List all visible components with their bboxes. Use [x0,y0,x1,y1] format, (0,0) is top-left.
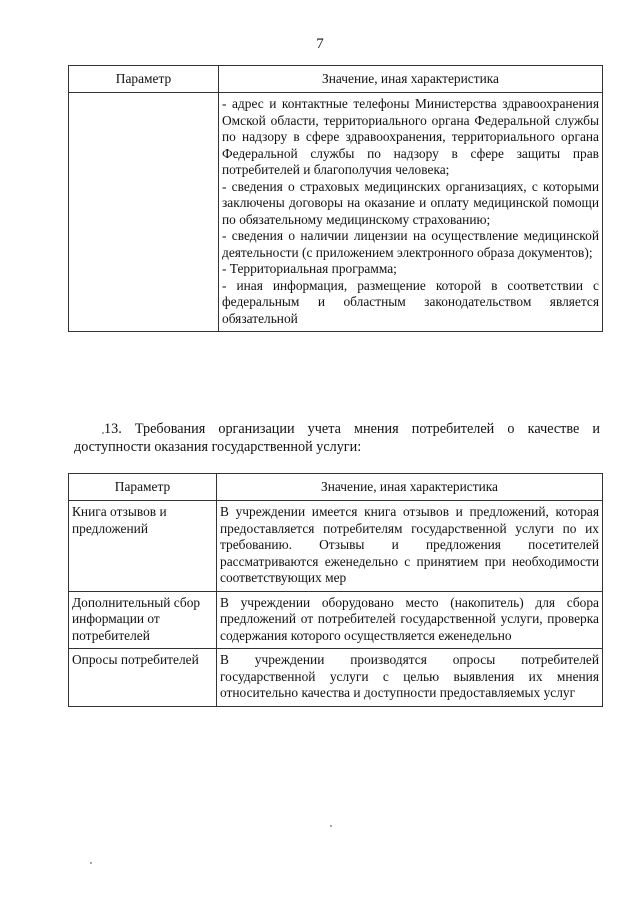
scan-speck [102,432,104,434]
header-value: Значение, иная характеристика [219,66,603,93]
value-cell [219,93,603,332]
scan-speck [90,862,92,864]
param-cell: Книга отзывов и предложений [69,501,217,592]
list-item: - Территориальная программа; [222,261,397,276]
table-header-row [69,474,603,501]
list-item: - сведения о страховых медицинских организациях, с которыми заключены договоры на оказание и оплату медицинской помощи по обязательному медицинскому страхованию; [222,178,599,227]
section-13-paragraph [74,421,600,456]
scan-speck [330,825,332,827]
page-number: 7 [316,36,324,52]
param-cell: Дополнительный сбор информации от потребителей [69,591,217,649]
header-value: Значение, иная характеристика [217,474,603,501]
value-cell: В учреждении имеется книга отзывов и предложений, которая предоставляется потребителям государственной услуги по их требованию. Отзывы и предложения посетителей рассматриваются еженедельно с принятием при необходимости соответствующих мер [217,501,603,592]
section-13-text: 13. Требования организации учета мнения потребителей о качестве и доступности оказания государственной услуги: [74,421,600,455]
table-row [69,501,603,592]
table-row [69,93,603,332]
table-row [69,649,603,707]
table-row [69,591,603,649]
param-cell: Опросы потребителей [69,649,217,707]
info-table [68,65,603,332]
header-param: Параметр [69,474,217,501]
table-header-row [69,66,603,93]
value-cell: В учреждении оборудовано место (накопитель) для сбора предложений от потребителей государственной услуги, проверка содержания которого осуществляется еженедельно [217,591,603,649]
param-cell [69,93,219,332]
header-param: Параметр [69,66,219,93]
value-cell: В учреждении производятся опросы потребителей государственной услуги с целью выявления их мнения относительно качества и доступности предоставляемых услуг [217,649,603,707]
list-item: - иная информация, размещение которой в соответствии с федеральным и областным законодательством является обязательной [222,277,599,326]
feedback-table [68,473,603,707]
list-item: - сведения о наличии лицензии на осуществление медицинской деятельности (с приложением электронного образа документов); [222,228,599,260]
list-item: - адрес и контактные телефоны Министерства здравоохранения Омской области, территориального органа Федеральной службы по надзору в сфере здравоохранения, территориального органа Федеральной службы по надзору в сфере защиты прав потребителей и благополучия человека; [222,96,599,177]
